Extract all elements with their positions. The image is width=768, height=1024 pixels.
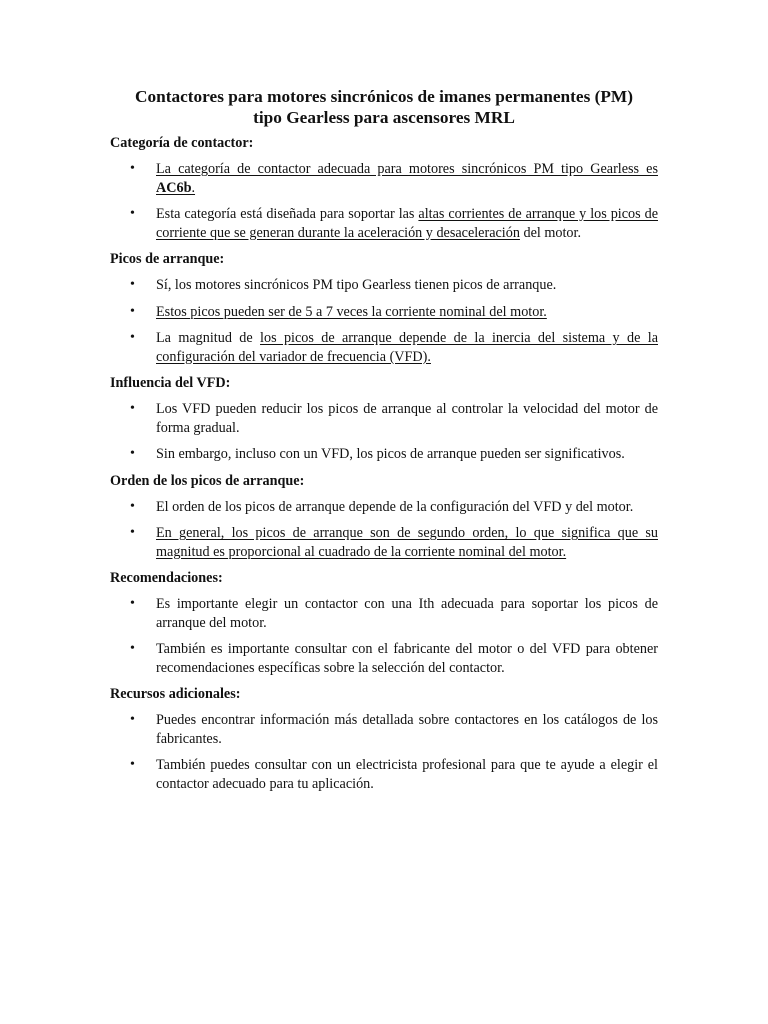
bullet-text: El orden de los picos de arranque depende de la configuración del VFD y del motor. [156, 498, 634, 515]
bullet-text: También puedes consultar con un electricista profesional para que te ayude a elegir el contactor adecuado para tu aplicación. [156, 757, 658, 792]
bullet-icon: • [130, 206, 135, 221]
bullet-text-bold: AC6b [156, 179, 192, 196]
list-item [110, 498, 658, 517]
list-recomendaciones [110, 595, 658, 677]
bullet-text: del motor. [519, 224, 582, 241]
bullet-icon: • [130, 757, 135, 772]
heading-recursos-adicionales: Recursos adicionales: [110, 686, 241, 702]
document-title [110, 86, 658, 128]
list-picos-arranque [110, 276, 658, 366]
bullet-icon: • [130, 401, 135, 416]
list-influencia-vfd [110, 400, 658, 464]
bullet-icon: • [130, 161, 135, 176]
list-recursos-adicionales [110, 711, 658, 793]
list-item [110, 756, 658, 793]
bullet-icon: • [130, 712, 135, 727]
bullet-icon: • [130, 446, 135, 461]
bullet-text-underlined: Estos picos pueden ser de 5 a 7 veces la corriente nominal del motor. [156, 303, 547, 320]
bullet-icon: • [130, 596, 135, 611]
list-item [110, 329, 658, 366]
bullet-text-underlined: los picos de arranque depende de la inercia del sistema y de la configuración del variador de frecuencia (VFD). [156, 330, 658, 365]
bullet-icon: • [130, 641, 135, 656]
bullet-text: Sin embargo, incluso con un VFD, los picos de arranque pueden ser significativos. [156, 446, 625, 462]
title-line-2: tipo Gearless para ascensores MRL [253, 108, 515, 127]
list-item [110, 640, 658, 677]
bullet-icon: • [130, 277, 135, 292]
bullet-icon: • [130, 303, 135, 319]
bullet-text: Los VFD pueden reducir los picos de arranque al controlar la velocidad del motor de forma gradual. [156, 401, 658, 436]
list-item [110, 303, 658, 322]
list-item [110, 205, 658, 242]
list-categoria-contactor [110, 160, 658, 242]
list-item [110, 595, 658, 632]
bullet-text: La magnitud de [156, 330, 261, 346]
heading-picos-arranque: Picos de arranque: [110, 251, 225, 267]
list-item [110, 711, 658, 748]
heading-influencia-vfd: Influencia del VFD: [110, 375, 231, 391]
list-item [110, 400, 658, 437]
bullet-text: Esta categoría está diseñada para soportar las [156, 206, 419, 222]
bullet-text: Puedes encontrar información más detallada sobre contactores en los catálogos de los fabricantes. [156, 712, 658, 747]
bullet-text-underlined: En general, los picos de arranque son de segundo orden, lo que significa que su magnitud es proporcional al cuadrado de la corriente nominal del motor. [156, 525, 658, 560]
heading-categoria-contactor: Categoría de contactor: [110, 135, 254, 151]
bullet-text: Es importante elegir un contactor con una Ith adecuada para soportar los picos de arranque del motor. [156, 596, 658, 631]
bullet-text: Sí, los motores sincrónicos PM tipo Gearless tienen picos de arranque. [156, 277, 557, 293]
heading-orden-picos: Orden de los picos de arranque: [110, 472, 305, 489]
bullet-text-underlined: La categoría de contactor adecuada para motores sincrónicos PM tipo Gearless es [156, 161, 658, 177]
title-line-1: Contactores para motores sincrónicos de imanes permanentes (PM) [134, 87, 634, 106]
bullet-text-underlined: altas corrientes de arranque y los picos de corriente que se generan durante la aceleración y desaceleración [156, 206, 658, 241]
list-item [110, 524, 658, 561]
bullet-icon: • [130, 498, 135, 514]
heading-recomendaciones: Recomendaciones: [110, 570, 223, 586]
list-item [110, 160, 658, 197]
list-item [110, 276, 658, 295]
list-item [110, 445, 658, 464]
list-orden-picos [110, 498, 658, 562]
bullet-text: También es importante consultar con el fabricante del motor o del VFD para obtener recomendaciones específicas sobre la selección del contactor. [156, 641, 658, 676]
bullet-text-underlined: . [191, 179, 196, 196]
bullet-icon: • [130, 525, 135, 540]
bullet-icon: • [130, 330, 135, 345]
